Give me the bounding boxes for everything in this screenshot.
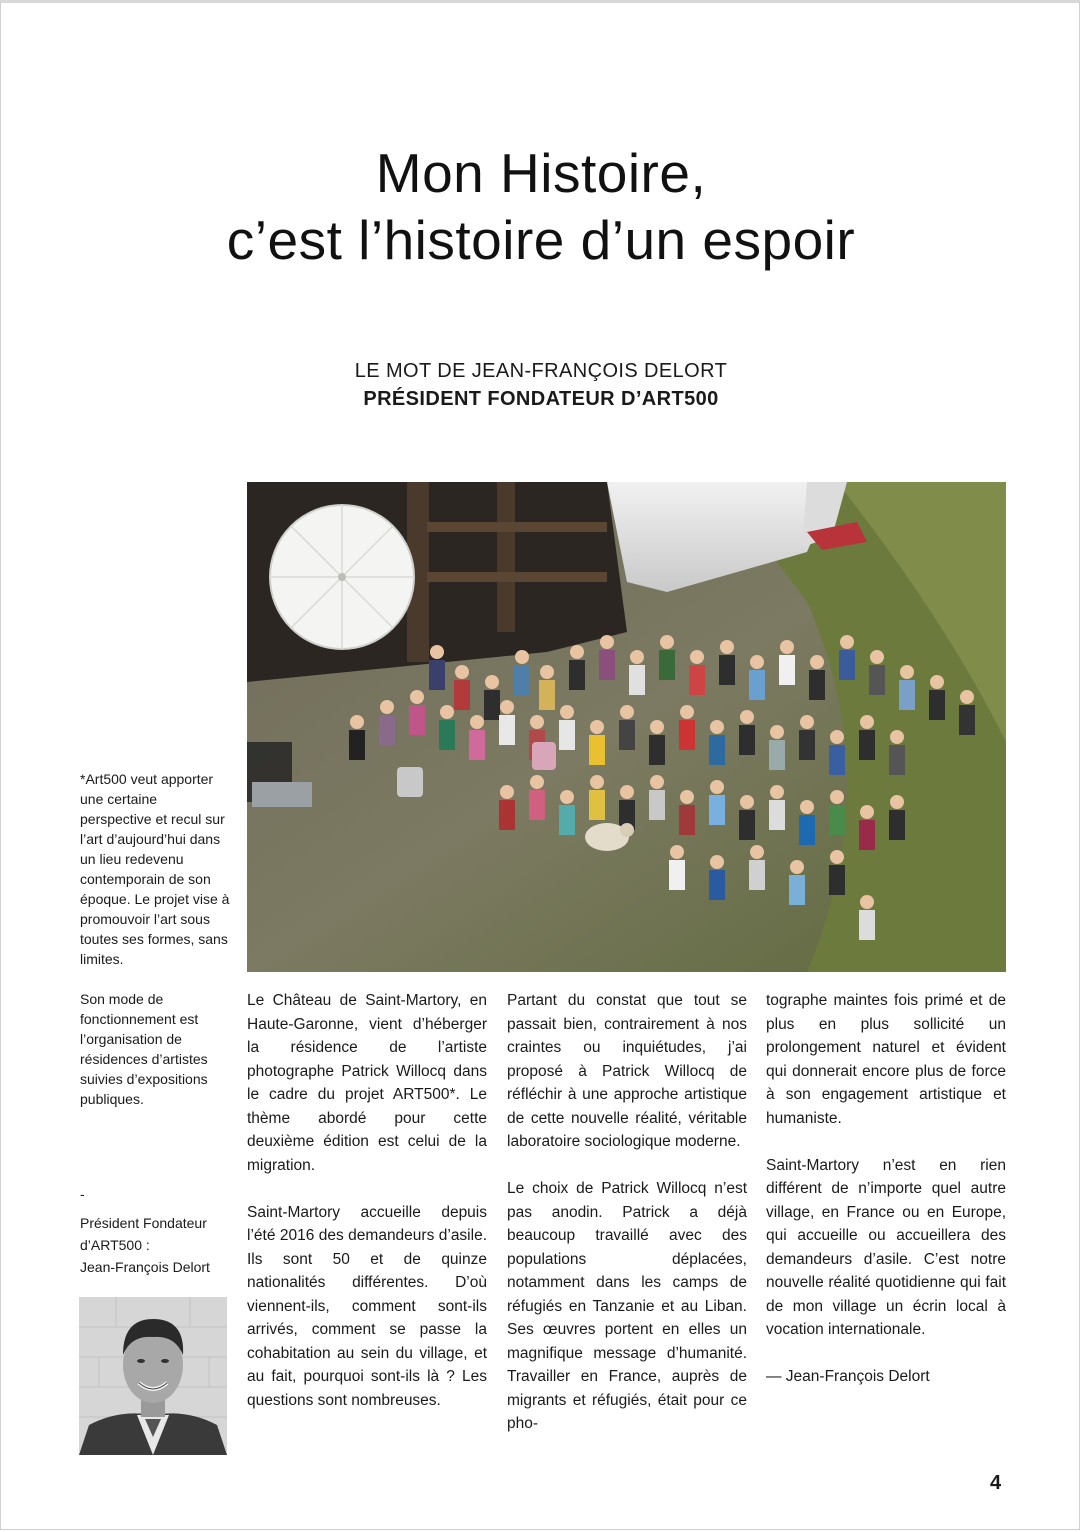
- sidebar-note: [80, 769, 230, 1129]
- author-signoff: — Jean-François Delort: [766, 1368, 930, 1385]
- sidebar-note-art500: *Art500 veut apporter une certaine perspective et recul sur l’art d’aujourd’hui dans un lieu redevenu contemporain de son époque. Le projet vise à promouvoir l’art sous toutes ses formes, sans limites.: [80, 771, 230, 967]
- sidebar-note-functioning: Son mode de fonctionnement est l’organisation de résidences d’artistes suivies d’expositions publiques.: [80, 991, 208, 1107]
- body-column-3: [766, 989, 1006, 1412]
- author-portrait-illustration: [79, 1297, 227, 1455]
- signature-block: [80, 1212, 230, 1278]
- page-number: 4: [990, 1472, 1002, 1494]
- signature-line-1: Président Fondateur: [80, 1215, 207, 1231]
- body-paragraph: tographe maintes fois primé et de plus en plus sollicité un prolongement naturel et évident qui donnerait encore plus de force à son engagement artistique et humaniste.: [766, 992, 1006, 1127]
- author-portrait: [79, 1297, 227, 1455]
- body-paragraph: Le choix de Patrick Willocq n’est pas anodin. Patrick a déjà beaucoup travaillé avec des populations déplacées, notamment dans les camps de réfugiés en Tanzanie et au Liban. Ses œuvres portent en elles un magnifique message d’humanité. Travailler en France, auprès de migrants et réfugiés, était pour ce pho-: [507, 1180, 747, 1432]
- body-paragraph: Partant du constat que tout se passait bien, contrairement à nos craintes ou inquiétudes, j’ai proposé à Patrick Willocq de réfléchir à une approche artistique de cette nouvelle réalité, véritable laboratoire sociologique moderne.: [507, 992, 747, 1150]
- body-paragraph: Saint-Martory n’est en rien différent de n’importe quel autre village, en France ou en Europe, qui accueille ou accueillera des demandeurs d’asile. C’est notre nouvelle réalité quotidienne qui fait de mon village un écrin local à vocation internationale.: [766, 1156, 1006, 1338]
- signature-dash: -: [80, 1186, 85, 1202]
- body-column-1: [247, 989, 487, 1436]
- body-paragraph: Le Château de Saint-Martory, en Haute-Garonne, vient d’héberger la résidence de l’artiste photographe Patrick Willocq dans le cadre du projet ART500*. Le thème abordé pour cette deuxième édition est celui de la migration.: [247, 992, 487, 1174]
- body-column-2: [507, 989, 747, 1459]
- title-line-1: Mon Histoire,: [375, 142, 707, 204]
- signature-line-2: d’ART500 :: [80, 1237, 150, 1253]
- body-paragraph: Saint-Martory accueille depuis l’été 2016 des demandeurs d’asile. Ils sont 50 et de quinze nationalités différentes. D’où viennent-ils, comment sont-ils arrivés, comment se passe la cohabitation au sein du village, et au fait, pourquoi sont-ils là ? Les questions sont nombreuses.: [247, 1203, 487, 1409]
- group-photo: [247, 482, 1006, 972]
- subtitle: [0, 357, 1082, 413]
- title-line-2: c’est l’histoire d’un espoir: [226, 209, 856, 271]
- group-photo-illustration: [247, 482, 1006, 972]
- subtitle-line-2: PRÉSIDENT FONDATEUR D’ART500: [363, 388, 719, 410]
- page-title: [0, 140, 1082, 274]
- subtitle-line-1: LE MOT DE JEAN-FRANÇOIS DELORT: [354, 360, 728, 382]
- signature-line-3: Jean-François Delort: [80, 1259, 210, 1275]
